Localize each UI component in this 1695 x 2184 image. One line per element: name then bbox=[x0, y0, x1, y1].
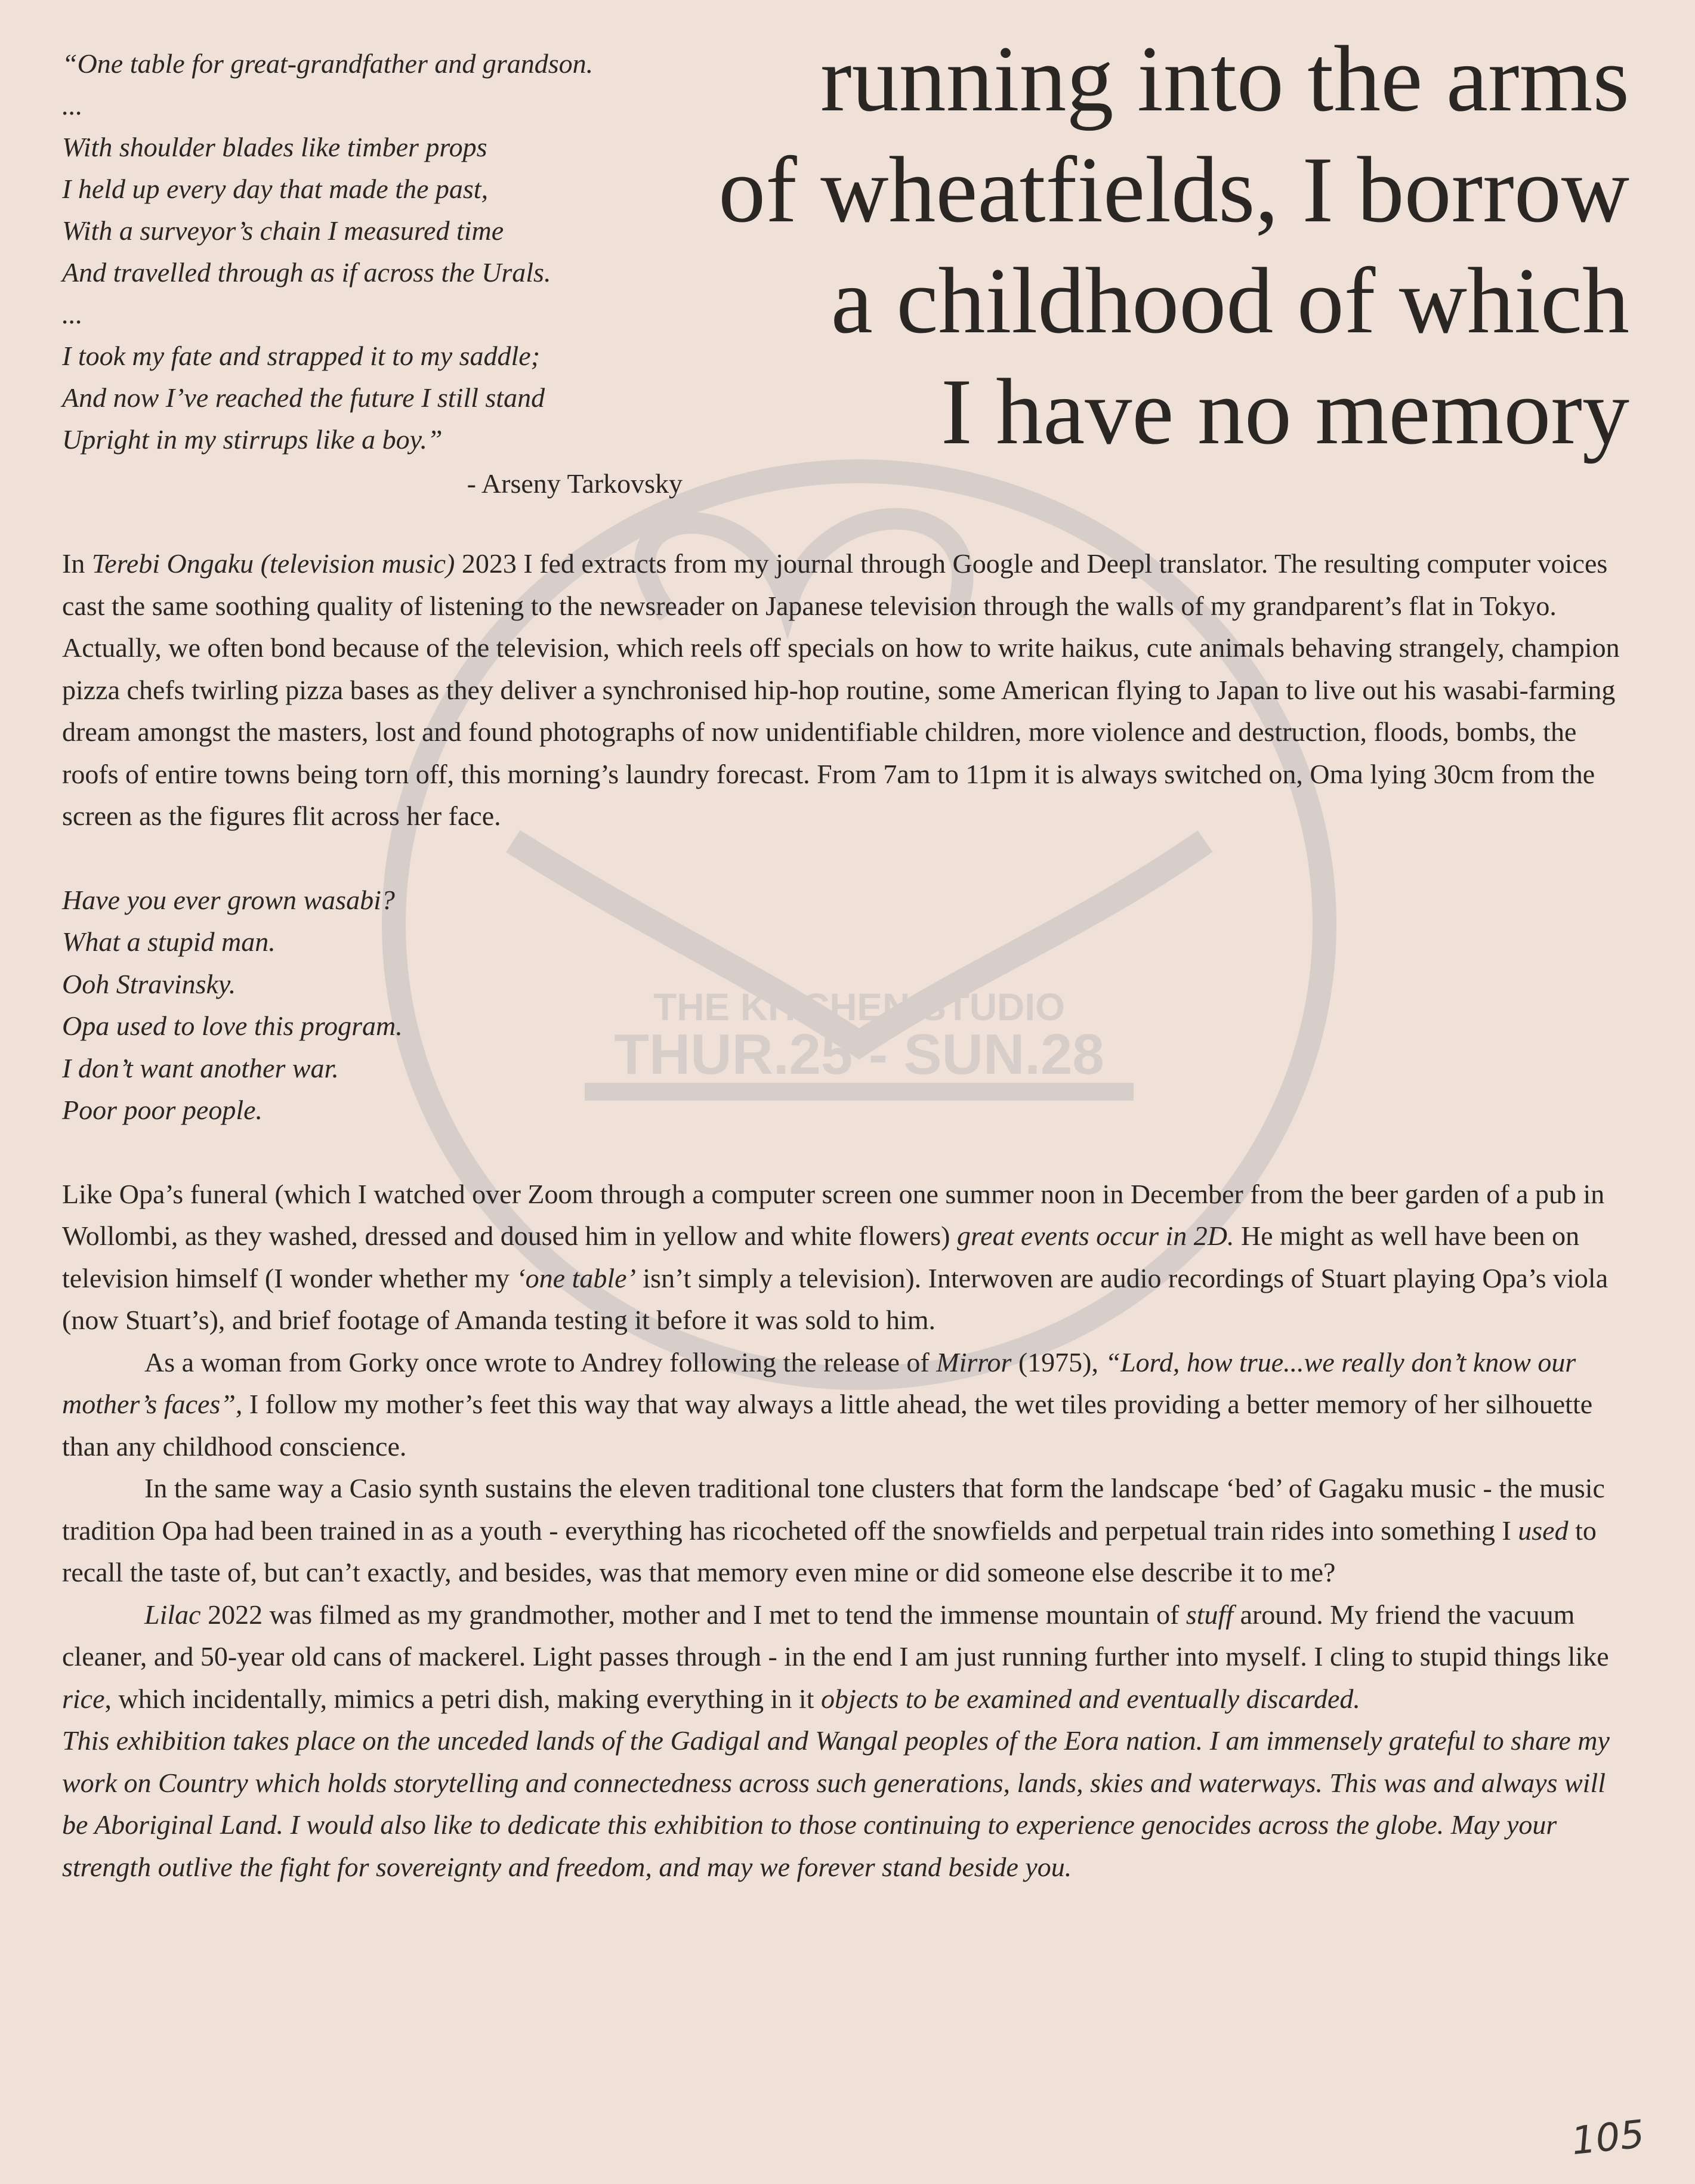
text-run: I follow my mother’s feet this way that way always a little ahead, the wet tiles providing a better memory of her silhouette than any childhood conscience. bbox=[62, 1389, 1593, 1462]
page-number: 105 bbox=[1569, 2112, 1647, 2164]
italic-word: rice bbox=[62, 1683, 105, 1714]
text-run: In bbox=[62, 548, 92, 579]
title-line: running into the arms bbox=[820, 27, 1629, 131]
watermark-line2: THUR.25 - SUN.28 bbox=[614, 1023, 1104, 1086]
epigraph-line: I took my fate and strapped it to my saddle; bbox=[62, 341, 541, 371]
text-run: , which incidentally, mimics a petri dish, making everything in it bbox=[104, 1683, 821, 1714]
epigraph-attribution: - Arseny Tarkovsky bbox=[467, 468, 683, 499]
quote-line: Opa used to love this program. bbox=[62, 1011, 403, 1041]
italic-title: Terebi Ongaku (television music) bbox=[91, 548, 455, 579]
paragraph-mirror bbox=[62, 1342, 1625, 1468]
epigraph-line: ... bbox=[62, 299, 83, 329]
text-run: As a woman from Gorky once wrote to Andrey following the release of bbox=[144, 1346, 937, 1377]
quote-line: Poor poor people. bbox=[62, 1095, 263, 1125]
italic-phrase: ‘one table’ bbox=[516, 1262, 636, 1293]
title-line: a childhood of which bbox=[830, 249, 1629, 353]
epigraph-line: “One table for great-grandfather and grandson. bbox=[62, 48, 594, 79]
paragraph-lilac bbox=[62, 1594, 1625, 1720]
epigraph-line: Upright in my stirrups like a boy.” bbox=[62, 424, 443, 455]
italic-phrase: great events occur in 2D. bbox=[956, 1221, 1234, 1251]
text-run: 2023 I fed extracts from my journal through Google and Deepl translator. The resulting computer voices cast the same soothing quality of listening to the newsreader on Japanese television through the walls of my grandparent’s flat in Tokyo. Actually, we often bond because of the television, which reels off specials on how to write haikus, cute animals behaving strangely, champion pizza chefs twirling pizza bases as they deliver a synchronised hip-hop routine, some American flying to Japan to live out his wasabi-farming dream amongst the masters, lost and found photographs of now unidentifiable children, more violence and destruction, floods, bombs, the roofs of entire towns being torn off, this morning’s laundry forecast. From 7am to 11pm it is always switched on, Oma lying 30cm from the screen as the figures flit across her face. bbox=[62, 548, 1620, 831]
body-text bbox=[62, 543, 1625, 1888]
epigraph-line: And now I’ve reached the future I still stand bbox=[62, 382, 545, 413]
epigraph-line: And travelled through as if across the Urals. bbox=[62, 257, 551, 288]
italic-title: Lilac bbox=[144, 1599, 201, 1630]
italic-quote: “Lord, how true...we really don’t know our mother’s faces”, bbox=[62, 1346, 1576, 1419]
text-run: isn’t simply a television). Interwoven are audio recordings of Stuart playing Opa’s viola (now Stuart’s), and brief footage of Amanda testing it before it was sold to him. bbox=[62, 1262, 1608, 1335]
italic-word: used bbox=[1518, 1515, 1569, 1546]
paragraph-gagaku bbox=[62, 1468, 1625, 1594]
page-title bbox=[615, 24, 1629, 468]
text-run: He might as well have been on television himself (I wonder whether my bbox=[62, 1221, 1580, 1293]
epigraph bbox=[62, 43, 683, 505]
acknowledgement-of-country: This exhibition takes place on the unceded lands of the Gadigal and Wangal peoples of the Eora nation. I am immensely grateful to share my work on Country which holds storytelling and connectedness across such generations, lands, skies and waterways. This was and always will be Aboriginal Land. I would also like to dedicate this exhibition to those continuing to experience genocides across the globe. May your strength outlive the fight for sovereignty and freedom, and may we forever stand beside you. bbox=[62, 1725, 1610, 1882]
quote-line: Ooh Stravinsky. bbox=[62, 968, 236, 999]
text-run: 2022 was filmed as my grandmother, mother and I met to tend the immense mountain of bbox=[200, 1599, 1186, 1630]
paragraph-terebi-ongaku bbox=[62, 543, 1625, 838]
text-run: In the same way a Casio synth sustains the eleven traditional tone clusters that form the landscape ‘bed’ of Gagaku music - the music tradition Opa had been trained in as a youth - everything has ricocheted off the snowfields and perpetual train rides into something I bbox=[62, 1473, 1605, 1546]
italic-word: stuff bbox=[1185, 1599, 1234, 1630]
overheard-quotes bbox=[62, 879, 1625, 1132]
epigraph-line: I held up every day that made the past, bbox=[62, 174, 489, 204]
quote-line: What a stupid man. bbox=[62, 926, 276, 957]
quote-line: Have you ever grown wasabi? bbox=[62, 884, 395, 915]
watermark-line1: THE KITCHEN STUDIO bbox=[653, 986, 1065, 1028]
italic-phrase: objects to be examined and eventually discarded. bbox=[820, 1683, 1360, 1714]
text-run: to recall the taste of, but can’t exactly, and besides, was that memory even mine or did someone else describe it to me? bbox=[62, 1515, 1597, 1587]
epigraph-line: With shoulder blades like timber props bbox=[62, 132, 487, 162]
epigraph-line: With a surveyor’s chain I measured time bbox=[62, 215, 504, 246]
text-run: around. My friend the vacuum cleaner, and 50-year old cans of mackerel. Light passes through - in the end I am just running further into myself. I cling to stupid things like bbox=[62, 1599, 1609, 1672]
title-line: of wheatfields, I borrow bbox=[718, 138, 1629, 242]
text-run: (1975), bbox=[1011, 1346, 1106, 1377]
text-run: Like Opa’s funeral (which I watched over Zoom through a computer screen one summer noon in December from the beer garden of a pub in Wollombi, as they washed, dressed and doused him in yellow and white flowers) bbox=[62, 1178, 1605, 1251]
paragraph-funeral bbox=[62, 1173, 1625, 1342]
title-line: I have no memory bbox=[941, 360, 1629, 464]
quote-line: I don’t want another war. bbox=[62, 1052, 339, 1083]
epigraph-line: ... bbox=[62, 90, 83, 121]
italic-title: Mirror bbox=[936, 1346, 1012, 1377]
